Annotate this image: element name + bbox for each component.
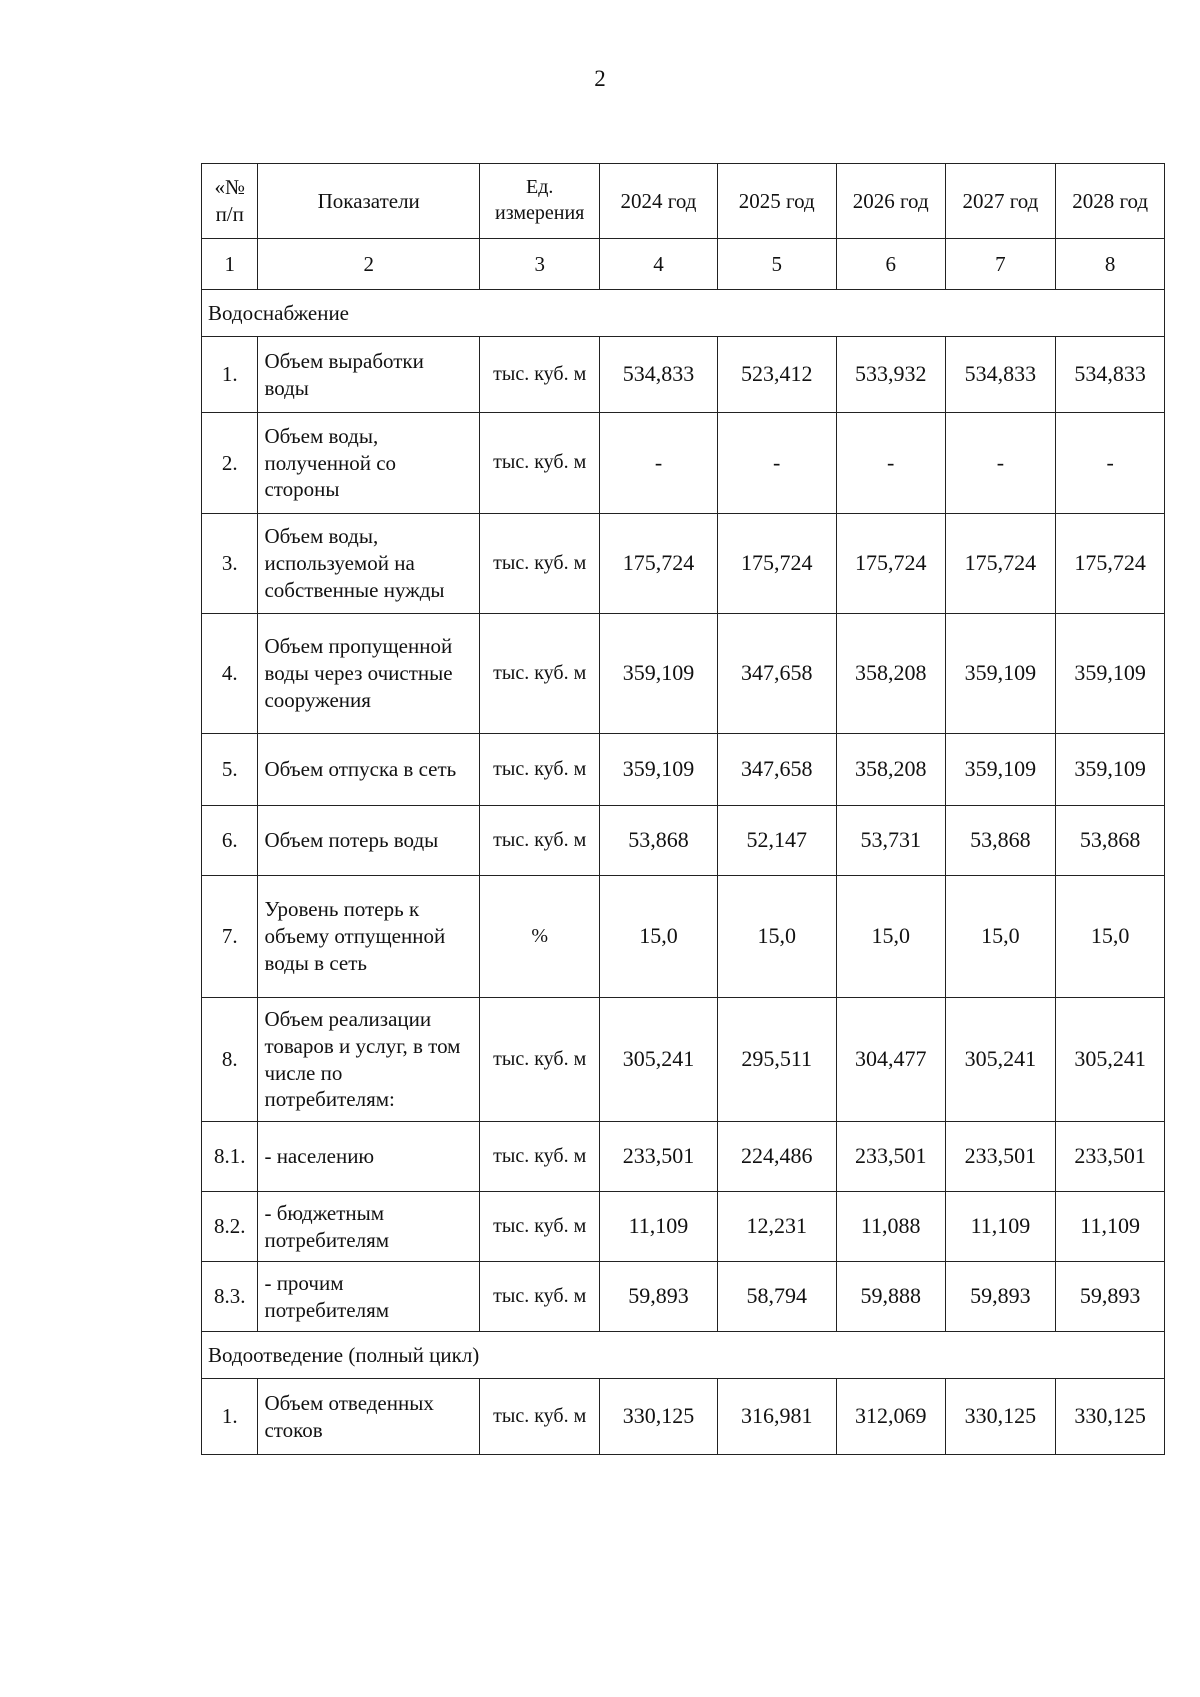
- value-cell: 233,501: [1056, 1122, 1165, 1192]
- value-cell: 11,088: [836, 1192, 945, 1262]
- unit-cell: тыс. куб. м: [480, 998, 600, 1122]
- value-cell: 358,208: [836, 614, 945, 734]
- page-number: 2: [594, 66, 606, 91]
- indicator-name: - бюджетным потребителям: [258, 1192, 480, 1262]
- table-row: [202, 806, 1165, 876]
- unit-cell: тыс. куб. м: [480, 337, 600, 413]
- header-num: «№ п/п: [202, 164, 258, 239]
- indicator-name: Объем воды, используемой на собственные нужды: [258, 514, 480, 614]
- value-cell: 347,658: [717, 614, 836, 734]
- value-cell: 330,125: [600, 1379, 717, 1455]
- row-number: 1.: [202, 1379, 258, 1455]
- value-cell: 15,0: [1056, 876, 1165, 998]
- value-cell: 12,231: [717, 1192, 836, 1262]
- value-cell: 523,412: [717, 337, 836, 413]
- value-cell: 347,658: [717, 734, 836, 806]
- unit-cell: тыс. куб. м: [480, 413, 600, 514]
- value-cell: 175,724: [600, 514, 717, 614]
- table-row: [202, 1192, 1165, 1262]
- unit-cell: тыс. куб. м: [480, 806, 600, 876]
- table-row: [202, 734, 1165, 806]
- value-cell: -: [717, 413, 836, 514]
- unit-cell: тыс. куб. м: [480, 734, 600, 806]
- value-cell: 359,109: [600, 614, 717, 734]
- row-number: 8.: [202, 998, 258, 1122]
- table-row: [202, 1122, 1165, 1192]
- value-cell: 175,724: [945, 514, 1056, 614]
- value-cell: 359,109: [1056, 614, 1165, 734]
- table-row: [202, 614, 1165, 734]
- column-numbers-row: [202, 239, 1165, 290]
- table-row: [202, 337, 1165, 413]
- col-number: 5: [717, 239, 836, 290]
- row-number: 8.3.: [202, 1262, 258, 1332]
- indicator-name: Объем потерь воды: [258, 806, 480, 876]
- unit-cell: тыс. куб. м: [480, 514, 600, 614]
- value-cell: 53,868: [1056, 806, 1165, 876]
- value-cell: 59,893: [1056, 1262, 1165, 1332]
- indicator-name: Объем реализации товаров и услуг, в том числе по потребителям:: [258, 998, 480, 1122]
- value-cell: 330,125: [1056, 1379, 1165, 1455]
- value-cell: 358,208: [836, 734, 945, 806]
- table-row: [202, 1379, 1165, 1455]
- value-cell: 15,0: [945, 876, 1056, 998]
- value-cell: 305,241: [600, 998, 717, 1122]
- row-number: 7.: [202, 876, 258, 998]
- row-number: 1.: [202, 337, 258, 413]
- indicator-name: Уровень потерь к объему отпущенной воды в сеть: [258, 876, 480, 998]
- value-cell: 533,932: [836, 337, 945, 413]
- indicators-table: [201, 163, 1165, 1455]
- col-number: 7: [945, 239, 1056, 290]
- indicator-name: Объем отпуска в сеть: [258, 734, 480, 806]
- value-cell: 224,486: [717, 1122, 836, 1192]
- value-cell: 53,731: [836, 806, 945, 876]
- table-row: [202, 514, 1165, 614]
- value-cell: 295,511: [717, 998, 836, 1122]
- unit-cell: тыс. куб. м: [480, 1122, 600, 1192]
- unit-cell: %: [480, 876, 600, 998]
- value-cell: 233,501: [945, 1122, 1056, 1192]
- unit-cell: тыс. куб. м: [480, 1262, 600, 1332]
- value-cell: 359,109: [1056, 734, 1165, 806]
- value-cell: 59,893: [600, 1262, 717, 1332]
- unit-cell: тыс. куб. м: [480, 1192, 600, 1262]
- value-cell: 304,477: [836, 998, 945, 1122]
- row-number: 5.: [202, 734, 258, 806]
- value-cell: 175,724: [717, 514, 836, 614]
- value-cell: 312,069: [836, 1379, 945, 1455]
- value-cell: 534,833: [945, 337, 1056, 413]
- value-cell: 59,888: [836, 1262, 945, 1332]
- value-cell: 59,893: [945, 1262, 1056, 1332]
- indicator-name: Объем воды, полученной со стороны: [258, 413, 480, 514]
- section-title: Водоснабжение: [202, 290, 1165, 337]
- table-header-row: [202, 164, 1165, 239]
- value-cell: 175,724: [1056, 514, 1165, 614]
- value-cell: 359,109: [945, 734, 1056, 806]
- row-number: 8.2.: [202, 1192, 258, 1262]
- col-number: 4: [600, 239, 717, 290]
- value-cell: 233,501: [600, 1122, 717, 1192]
- col-number: 8: [1056, 239, 1165, 290]
- value-cell: 175,724: [836, 514, 945, 614]
- value-cell: 58,794: [717, 1262, 836, 1332]
- indicator-name: - населению: [258, 1122, 480, 1192]
- row-number: 6.: [202, 806, 258, 876]
- row-number: 4.: [202, 614, 258, 734]
- header-year-2024: 2024 год: [600, 164, 717, 239]
- value-cell: 52,147: [717, 806, 836, 876]
- value-cell: 15,0: [600, 876, 717, 998]
- value-cell: 359,109: [600, 734, 717, 806]
- section-row: [202, 1332, 1165, 1379]
- indicator-name: Объем отведенных стоков: [258, 1379, 480, 1455]
- header-indicator: Показатели: [258, 164, 480, 239]
- indicator-name: Объем выработки воды: [258, 337, 480, 413]
- col-number: 1: [202, 239, 258, 290]
- row-number: 8.1.: [202, 1122, 258, 1192]
- col-number: 3: [480, 239, 600, 290]
- value-cell: -: [1056, 413, 1165, 514]
- unit-cell: тыс. куб. м: [480, 614, 600, 734]
- value-cell: 11,109: [1056, 1192, 1165, 1262]
- col-number: 2: [258, 239, 480, 290]
- value-cell: 53,868: [945, 806, 1056, 876]
- value-cell: 534,833: [1056, 337, 1165, 413]
- header-year-2028: 2028 год: [1056, 164, 1165, 239]
- value-cell: 11,109: [600, 1192, 717, 1262]
- header-year-2026: 2026 год: [836, 164, 945, 239]
- table-row: [202, 1262, 1165, 1332]
- value-cell: 53,868: [600, 806, 717, 876]
- value-cell: 305,241: [1056, 998, 1165, 1122]
- row-number: 2.: [202, 413, 258, 514]
- value-cell: -: [600, 413, 717, 514]
- table-row: [202, 413, 1165, 514]
- value-cell: -: [945, 413, 1056, 514]
- table-row: [202, 876, 1165, 998]
- value-cell: 359,109: [945, 614, 1056, 734]
- row-number: 3.: [202, 514, 258, 614]
- table-row: [202, 998, 1165, 1122]
- value-cell: 15,0: [836, 876, 945, 998]
- section-row: [202, 290, 1165, 337]
- indicator-name: - прочим потребителям: [258, 1262, 480, 1332]
- col-number: 6: [836, 239, 945, 290]
- indicator-name: Объем пропущенной воды через очистные сооружения: [258, 614, 480, 734]
- value-cell: 233,501: [836, 1122, 945, 1192]
- value-cell: 330,125: [945, 1379, 1056, 1455]
- value-cell: 305,241: [945, 998, 1056, 1122]
- unit-cell: тыс. куб. м: [480, 1379, 600, 1455]
- header-unit: Ед. измерения: [480, 164, 600, 239]
- value-cell: 316,981: [717, 1379, 836, 1455]
- value-cell: 534,833: [600, 337, 717, 413]
- value-cell: 11,109: [945, 1192, 1056, 1262]
- value-cell: 15,0: [717, 876, 836, 998]
- value-cell: -: [836, 413, 945, 514]
- header-year-2027: 2027 год: [945, 164, 1056, 239]
- section-title: Водоотведение (полный цикл): [202, 1332, 1165, 1379]
- header-year-2025: 2025 год: [717, 164, 836, 239]
